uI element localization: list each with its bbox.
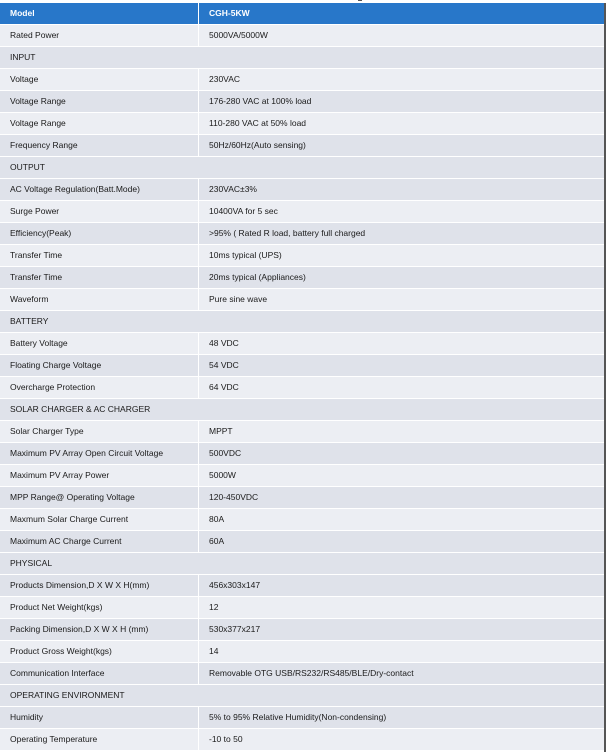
section-title: SOLAR CHARGER & AC CHARGER xyxy=(0,399,606,421)
spec-value: 530x377x217 xyxy=(199,619,606,641)
spec-label: Overcharge Protection xyxy=(0,377,199,399)
spec-value: 230VAC±3% xyxy=(199,179,606,201)
spec-label: Voltage Range xyxy=(0,91,199,113)
spec-label: Communication Interface xyxy=(0,663,199,685)
spec-row xyxy=(0,509,606,531)
spec-label: Maximum PV Array Open Circuit Voltage xyxy=(0,443,199,465)
spec-value: 5000W xyxy=(199,465,606,487)
model-label: Model xyxy=(0,3,199,25)
spec-value: 14 xyxy=(199,641,606,663)
spec-value: >95% ( Rated R load, battery full charged xyxy=(199,223,606,245)
spec-value: 60A xyxy=(199,531,606,553)
section-title: INPUT xyxy=(0,47,606,69)
spec-label: Operating Temperature xyxy=(0,729,199,751)
top-divider xyxy=(0,0,606,1)
spec-row xyxy=(0,729,606,751)
spec-value: 64 VDC xyxy=(199,377,606,399)
spec-label: Maximum PV Array Power xyxy=(0,465,199,487)
spec-value: 10400VA for 5 sec xyxy=(199,201,606,223)
spec-value: Pure sine wave xyxy=(199,289,606,311)
spec-label: Battery Voltage xyxy=(0,333,199,355)
spec-row xyxy=(0,465,606,487)
spec-value: 176-280 VAC at 100% load xyxy=(199,91,606,113)
spec-row xyxy=(0,421,606,443)
spec-row xyxy=(0,663,606,685)
spec-value: 120-450VDC xyxy=(199,487,606,509)
spec-row xyxy=(0,531,606,553)
section-row xyxy=(0,685,606,707)
spec-label: Floating Charge Voltage xyxy=(0,355,199,377)
section-row xyxy=(0,553,606,575)
section-title: OPERATING ENVIRONMENT xyxy=(0,685,606,707)
header-row xyxy=(0,3,606,25)
spec-row xyxy=(0,619,606,641)
section-title: OUTPUT xyxy=(0,157,606,179)
spec-label: Waveform xyxy=(0,289,199,311)
section-row xyxy=(0,399,606,421)
spec-row xyxy=(0,91,606,113)
spec-value: 10ms typical (UPS) xyxy=(199,245,606,267)
spec-value: 500VDC xyxy=(199,443,606,465)
spec-label: Frequency Range xyxy=(0,135,199,157)
spec-value: 12 xyxy=(199,597,606,619)
spec-row xyxy=(0,443,606,465)
spec-label: MPP Range@ Operating Voltage xyxy=(0,487,199,509)
spec-row xyxy=(0,25,606,47)
spec-label: Product Net Weight(kgs) xyxy=(0,597,199,619)
spec-row xyxy=(0,223,606,245)
spec-table-header xyxy=(0,3,606,25)
section-title: BATTERY xyxy=(0,311,606,333)
spec-table xyxy=(0,3,606,751)
spec-row xyxy=(0,201,606,223)
spec-row xyxy=(0,377,606,399)
section-row xyxy=(0,157,606,179)
spec-value: 110-280 VAC at 50% load xyxy=(199,113,606,135)
spec-value: 230VAC xyxy=(199,69,606,91)
spec-label: Products Dimension,D X W X H(mm) xyxy=(0,575,199,597)
spec-label: Packing Dimension,D X W X H (mm) xyxy=(0,619,199,641)
spec-value: MPPT xyxy=(199,421,606,443)
spec-label: Voltage Range xyxy=(0,113,199,135)
spec-value: 50Hz/60Hz(Auto sensing) xyxy=(199,135,606,157)
spec-label: Surge Power xyxy=(0,201,199,223)
spec-row xyxy=(0,179,606,201)
section-row xyxy=(0,311,606,333)
spec-row xyxy=(0,641,606,663)
spec-value: 48 VDC xyxy=(199,333,606,355)
spec-value: 5000VA/5000W xyxy=(199,25,606,47)
model-value: CGH-5KW xyxy=(199,3,606,25)
section-row xyxy=(0,47,606,69)
spec-label: Voltage xyxy=(0,69,199,91)
spec-row xyxy=(0,245,606,267)
spec-row xyxy=(0,575,606,597)
spec-row xyxy=(0,289,606,311)
spec-row xyxy=(0,69,606,91)
spec-value: 54 VDC xyxy=(199,355,606,377)
spec-label: Humidity xyxy=(0,707,199,729)
spec-label: Efficiency(Peak) xyxy=(0,223,199,245)
section-title: PHYSICAL xyxy=(0,553,606,575)
spec-label: Solar Charger Type xyxy=(0,421,199,443)
spec-row xyxy=(0,355,606,377)
spec-value: 456x303x147 xyxy=(199,575,606,597)
spec-row xyxy=(0,267,606,289)
spec-value: 80A xyxy=(199,509,606,531)
spec-value: 5% to 95% Relative Humidity(Non-condensing) xyxy=(199,707,606,729)
spec-table-body xyxy=(0,25,606,751)
spec-label: Maxmum Solar Charge Current xyxy=(0,509,199,531)
spec-row xyxy=(0,113,606,135)
spec-label: Rated Power xyxy=(0,25,199,47)
spec-row xyxy=(0,597,606,619)
spec-value: 20ms typical (Appliances) xyxy=(199,267,606,289)
top-mark xyxy=(358,0,362,1)
spec-value: -10 to 50 xyxy=(199,729,606,751)
spec-label: Maximum AC Charge Current xyxy=(0,531,199,553)
spec-label: Product Gross Weight(kgs) xyxy=(0,641,199,663)
spec-value: Removable OTG USB/RS232/RS485/BLE/Dry-contact xyxy=(199,663,606,685)
spec-label: Transfer Time xyxy=(0,267,199,289)
spec-label: Transfer Time xyxy=(0,245,199,267)
spec-row xyxy=(0,487,606,509)
spec-row xyxy=(0,707,606,729)
spec-row xyxy=(0,135,606,157)
spec-row xyxy=(0,333,606,355)
spec-label: AC Voltage Regulation(Batt.Mode) xyxy=(0,179,199,201)
